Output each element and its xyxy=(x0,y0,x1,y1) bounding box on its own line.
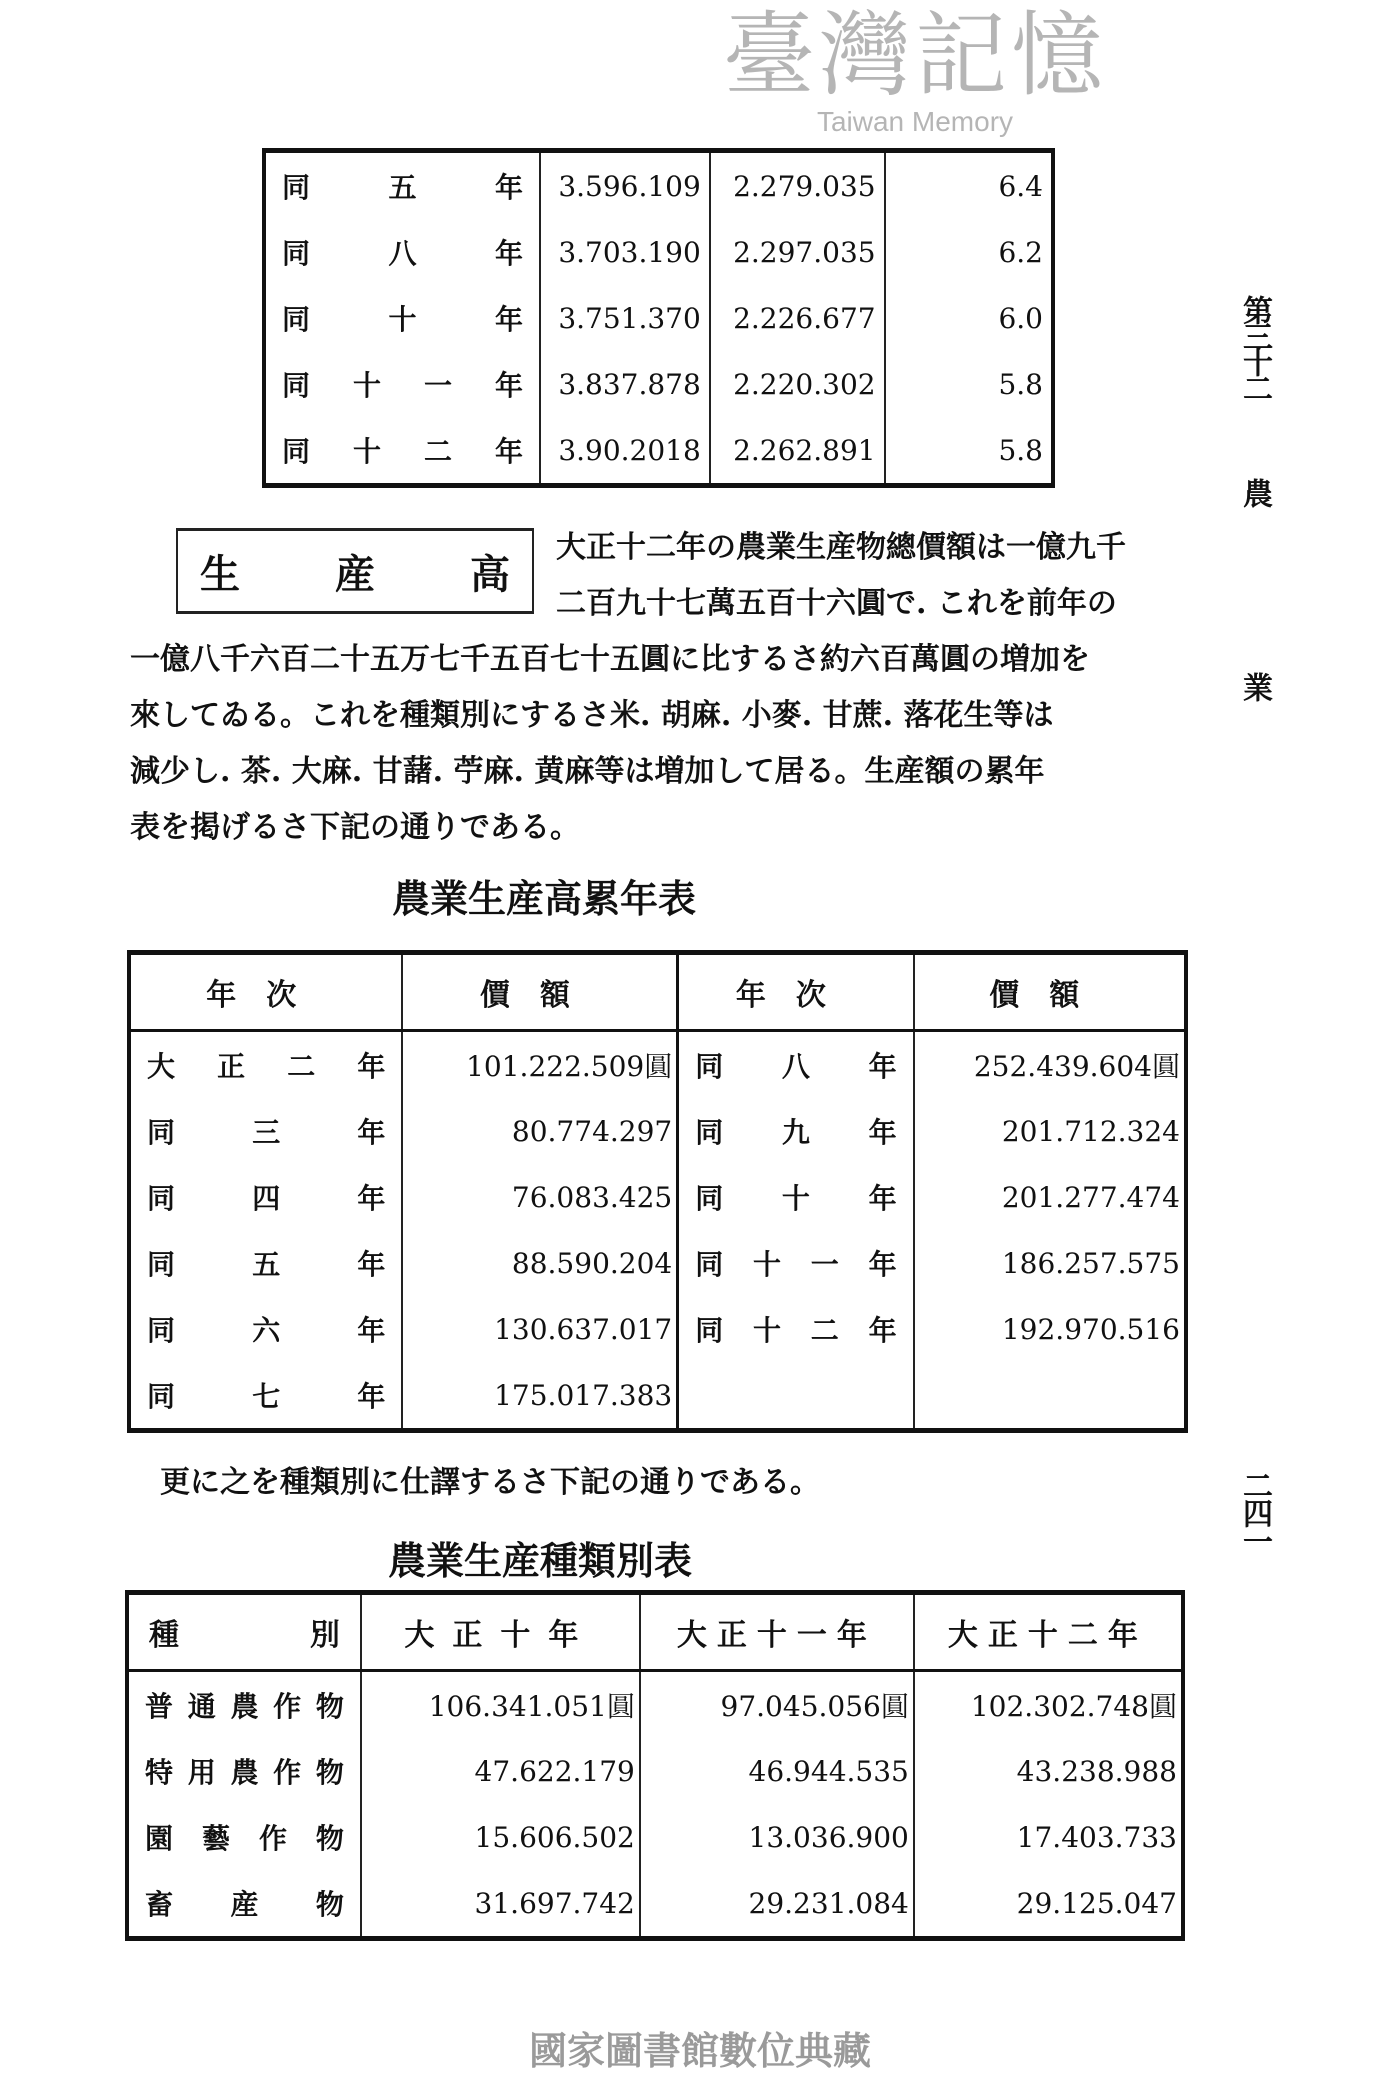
sentence: 更に之を種類別に仕譯するさ下記の通りである。 xyxy=(160,1465,820,1500)
watermark-logo-subtext: Taiwan Memory xyxy=(816,106,1014,137)
row-label-char: 年 xyxy=(868,1116,897,1149)
value-cell: 6.0 xyxy=(885,285,1053,351)
running-header-chapter: 第三十二 xyxy=(1237,295,1272,399)
row-label-char: 用 xyxy=(187,1756,216,1789)
paragraph-line: 來してゐる。これを種類別にするさ米. 胡麻. 小麥. 甘蔗. 落花生等は xyxy=(130,698,1054,733)
value-cell: 101.222.509圓 xyxy=(402,1031,677,1099)
table-row xyxy=(129,1362,1186,1431)
row-label-char: 同 xyxy=(147,1248,176,1281)
header-type: 種別 xyxy=(127,1593,361,1671)
row-label-char: 年 xyxy=(357,1116,386,1149)
row-label-char: 五 xyxy=(388,171,417,204)
row-label-char: 畜 xyxy=(145,1888,174,1921)
row-label-char: 同 xyxy=(282,369,311,402)
types-table xyxy=(125,1590,1185,1941)
running-header-section-2: 業 xyxy=(1237,672,1272,702)
value-cell xyxy=(914,1362,1186,1431)
paragraph-line: 一億八千六百二十五万七千五百七十五圓に比するさ約六百萬圓の増加を xyxy=(130,642,1090,677)
value-cell: 5.8 xyxy=(885,417,1053,486)
row-label-char: 年 xyxy=(494,171,523,204)
value-cell: 6.2 xyxy=(885,219,1053,285)
row-label-char: 通 xyxy=(187,1690,216,1723)
row-label xyxy=(127,1804,361,1870)
section-heading-char: 産 xyxy=(335,550,375,598)
taiwan-memory-watermark xyxy=(700,2,1130,138)
row-label-char: 物 xyxy=(315,1756,344,1789)
header-value: 價額 xyxy=(402,953,677,1031)
row-label xyxy=(127,1870,361,1939)
row-label-char: 十 xyxy=(753,1248,782,1281)
row-label-char: 十 xyxy=(388,303,417,336)
row-label-char: 十 xyxy=(352,435,381,468)
value-cell: 29.231.084 xyxy=(640,1870,914,1939)
value-cell: 3.90.2018 xyxy=(540,417,710,486)
row-label xyxy=(129,1296,402,1362)
value-cell: 46.944.535 xyxy=(640,1738,914,1804)
row-label-char: 正 xyxy=(217,1050,246,1083)
row-label-char: 同 xyxy=(282,171,311,204)
table-row xyxy=(127,1738,1183,1804)
row-label-char: 同 xyxy=(147,1314,176,1347)
table-row xyxy=(129,1164,1186,1230)
value-cell: 2.279.035 xyxy=(710,151,885,220)
table-row xyxy=(264,151,1053,220)
value-cell: 252.439.604圓 xyxy=(914,1031,1186,1099)
row-label-char: 一 xyxy=(810,1248,839,1281)
watermark-logo-text: 臺灣記憶 xyxy=(722,2,1107,109)
row-label-char: 十 xyxy=(352,369,381,402)
row-label xyxy=(129,1362,402,1431)
row-label xyxy=(264,285,540,351)
table-row xyxy=(127,1804,1183,1870)
table-row xyxy=(264,219,1053,285)
row-label-char: 年 xyxy=(868,1050,897,1083)
row-label-char: 作 xyxy=(273,1756,302,1789)
row-label-char: 同 xyxy=(695,1314,724,1347)
table-row xyxy=(264,417,1053,486)
value-cell: 3.703.190 xyxy=(540,219,710,285)
library-footer-watermark: 國家圖書館數位典藏 xyxy=(528,2029,871,2073)
value-cell: 3.751.370 xyxy=(540,285,710,351)
paragraph-line: 減少し. 茶. 大麻. 甘藷. 苧麻. 黄麻等は増加して居る。生産額の累年 xyxy=(130,754,1045,789)
table-row xyxy=(129,1296,1186,1362)
running-header-section-1: 農 xyxy=(1237,478,1272,508)
value-cell: 31.697.742 xyxy=(361,1870,640,1939)
row-label-char: 同 xyxy=(695,1050,724,1083)
row-label-char: 特 xyxy=(145,1756,174,1789)
value-cell: 80.774.297 xyxy=(402,1098,677,1164)
table-row xyxy=(127,1870,1183,1939)
row-label-char: 四 xyxy=(252,1182,281,1215)
value-cell: 97.045.056圓 xyxy=(640,1671,914,1739)
table-row xyxy=(129,1230,1186,1296)
row-label-char: 六 xyxy=(252,1314,281,1347)
value-cell: 5.8 xyxy=(885,351,1053,417)
row-label xyxy=(264,151,540,220)
value-cell: 201.712.324 xyxy=(914,1098,1186,1164)
row-label-char: 作 xyxy=(273,1690,302,1723)
row-label-char: 年 xyxy=(494,303,523,336)
table-row xyxy=(264,285,1053,351)
row-label-char: 五 xyxy=(252,1248,281,1281)
paragraph-line: 二百九十七萬五百十六圓で. これを前年の xyxy=(556,586,1117,621)
row-label xyxy=(264,351,540,417)
row-label-char: 八 xyxy=(781,1050,810,1083)
row-label-char: 同 xyxy=(147,1116,176,1149)
value-cell: 3.837.878 xyxy=(540,351,710,417)
row-label xyxy=(127,1738,361,1804)
row-label-char: 年 xyxy=(494,237,523,270)
value-cell: 2.226.677 xyxy=(710,285,885,351)
row-label-char: 二 xyxy=(423,435,452,468)
value-cell: 175.017.383 xyxy=(402,1362,677,1431)
header-year: 大正十一年 xyxy=(640,1593,914,1671)
row-label-char: 年 xyxy=(868,1182,897,1215)
row-label-char: 年 xyxy=(357,1380,386,1413)
row-label-char: 物 xyxy=(315,1888,344,1921)
row-label-char: 同 xyxy=(147,1380,176,1413)
page-number: 二四一 xyxy=(1237,1470,1272,1554)
row-label xyxy=(129,1098,402,1164)
row-label xyxy=(678,1098,914,1164)
row-label xyxy=(129,1230,402,1296)
row-label xyxy=(678,1164,914,1230)
row-label xyxy=(127,1671,361,1739)
row-label-char: 同 xyxy=(282,303,311,336)
row-label-char: 年 xyxy=(494,369,523,402)
value-cell: 2.220.302 xyxy=(710,351,885,417)
row-label-char: 九 xyxy=(781,1116,810,1149)
row-label-char: 年 xyxy=(868,1248,897,1281)
row-label-char: 普 xyxy=(145,1690,174,1723)
value-cell: 201.277.474 xyxy=(914,1164,1186,1230)
row-label xyxy=(129,1164,402,1230)
header-value: 價額 xyxy=(914,953,1186,1031)
section-heading xyxy=(176,528,534,614)
row-label-char: 三 xyxy=(252,1116,281,1149)
value-cell: 17.403.733 xyxy=(914,1804,1183,1870)
value-cell: 6.4 xyxy=(885,151,1053,220)
header-year: 大正十二年 xyxy=(914,1593,1183,1671)
row-label-char: 七 xyxy=(252,1380,281,1413)
row-label-char: 産 xyxy=(230,1888,259,1921)
value-cell: 3.596.109 xyxy=(540,151,710,220)
value-cell: 76.083.425 xyxy=(402,1164,677,1230)
cumulative-table-title: 農業生産高累年表 xyxy=(392,876,697,921)
table-row xyxy=(127,1671,1183,1739)
row-label-char: 年 xyxy=(868,1314,897,1347)
row-label xyxy=(678,1230,914,1296)
value-cell: 192.970.516 xyxy=(914,1296,1186,1362)
section-heading-char: 高 xyxy=(470,550,510,598)
header-year: 大正十年 xyxy=(361,1593,640,1671)
header-year: 年次 xyxy=(678,953,914,1031)
row-label-char: 同 xyxy=(695,1248,724,1281)
row-label-char: 物 xyxy=(315,1822,344,1855)
row-label xyxy=(264,417,540,486)
row-label-char: 同 xyxy=(282,237,311,270)
row-label xyxy=(678,1296,914,1362)
value-cell: 13.036.900 xyxy=(640,1804,914,1870)
value-cell: 29.125.047 xyxy=(914,1870,1183,1939)
row-label-char: 園 xyxy=(145,1822,174,1855)
section-heading-char: 生 xyxy=(200,550,240,598)
row-label-char: 大 xyxy=(147,1050,176,1083)
row-label-char: 二 xyxy=(810,1314,839,1347)
row-label-char: 同 xyxy=(695,1116,724,1149)
row-label-char: 八 xyxy=(388,237,417,270)
row-label-char: 作 xyxy=(258,1822,287,1855)
row-label xyxy=(678,1362,914,1431)
value-cell: 88.590.204 xyxy=(402,1230,677,1296)
row-label-char: 同 xyxy=(147,1182,176,1215)
row-label xyxy=(678,1031,914,1099)
row-label-char: 十 xyxy=(781,1182,810,1215)
row-label-char: 一 xyxy=(423,369,452,402)
row-label-char: 年 xyxy=(357,1050,386,1083)
row-label-char: 年 xyxy=(357,1248,386,1281)
value-cell: 186.257.575 xyxy=(914,1230,1186,1296)
paragraph-line: 表を掲げるさ下記の通りである。 xyxy=(130,810,580,845)
value-cell: 102.302.748圓 xyxy=(914,1671,1183,1739)
value-cell: 2.297.035 xyxy=(710,219,885,285)
row-label xyxy=(129,1031,402,1099)
row-label-char: 十 xyxy=(753,1314,782,1347)
row-label-char: 二 xyxy=(287,1050,316,1083)
table-row xyxy=(264,351,1053,417)
value-cell: 15.606.502 xyxy=(361,1804,640,1870)
value-cell: 106.341.051圓 xyxy=(361,1671,640,1739)
row-label xyxy=(264,219,540,285)
continued-table xyxy=(262,148,1055,488)
table-row xyxy=(129,1031,1186,1099)
row-label-char: 藝 xyxy=(201,1822,230,1855)
types-table-title: 農業生産種類別表 xyxy=(388,1538,693,1583)
value-cell: 47.622.179 xyxy=(361,1738,640,1804)
row-label-char: 物 xyxy=(315,1690,344,1723)
value-cell: 130.637.017 xyxy=(402,1296,677,1362)
row-label-char: 年 xyxy=(494,435,523,468)
table-row xyxy=(129,1098,1186,1164)
paragraph-line: 大正十二年の農業生産物總價額は一億九千 xyxy=(556,530,1126,565)
value-cell: 2.262.891 xyxy=(710,417,885,486)
row-label-char: 農 xyxy=(230,1690,259,1723)
row-label-char: 年 xyxy=(357,1182,386,1215)
row-label-char: 同 xyxy=(695,1182,724,1215)
row-label-char: 同 xyxy=(282,435,311,468)
value-cell: 43.238.988 xyxy=(914,1738,1183,1804)
row-label-char: 農 xyxy=(230,1756,259,1789)
cumulative-table xyxy=(127,950,1188,1433)
header-year: 年次 xyxy=(129,953,402,1031)
row-label-char: 年 xyxy=(357,1314,386,1347)
